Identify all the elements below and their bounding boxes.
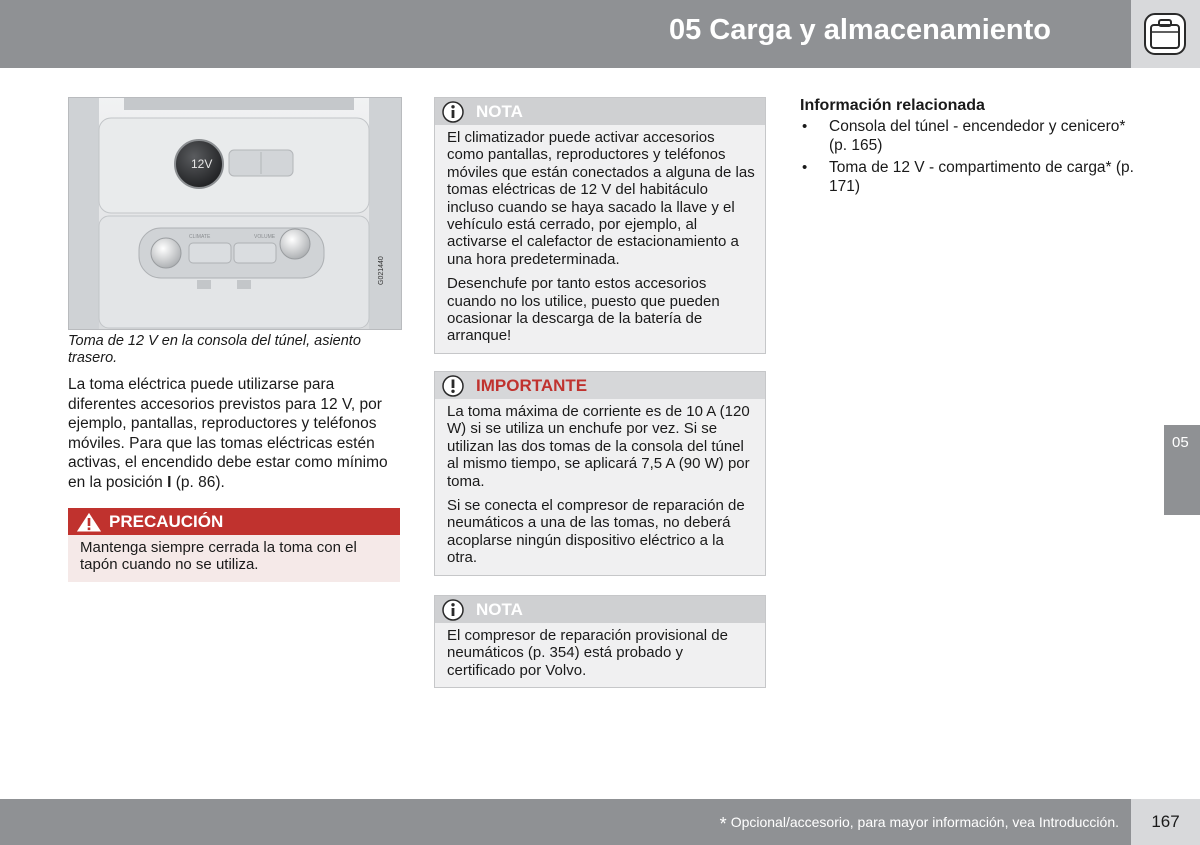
important-box <box>434 371 766 576</box>
caution-body <box>68 535 400 582</box>
note-paragraph: El climatizador puede activar accesorios como pantallas, reproductores y teléfonos móviles que están conectados a alguna de las tomas eléctricas de 12 V del habitáculo incluso cuando se haya sacado la llave y el vehículo está cerrado, por ejemplo, al activarse el calefactor de estacionamiento a una hora predeterminada. <box>447 129 755 268</box>
figure-code: G021440 <box>378 256 385 285</box>
note-paragraph: El compresor de reparación provisional de neumáticos (p. 354) está probado y certificado por Volvo. <box>447 627 728 679</box>
chapter-side-tab-label: 05 <box>1172 434 1189 451</box>
caution-title: PRECAUCIÓN <box>109 512 224 531</box>
chapter-side-tab[interactable] <box>1164 425 1200 515</box>
intro-paragraph <box>68 375 400 493</box>
caution-text: Mantenga siempre cerrada la toma con el tapón cuando no se utiliza. <box>80 539 357 574</box>
important-header <box>435 372 765 399</box>
volume-label: VOLUME <box>254 234 276 240</box>
note-body <box>435 125 765 353</box>
related-link[interactable]: • Toma de 12 V - compartimento de carga* (p. 171) <box>800 159 1135 196</box>
figure-caption: Toma de 12 V en la consola del túnel, asiento trasero. <box>68 333 361 366</box>
intro-text: La toma eléctrica puede utilizarse para diferentes accesorios previstos para 12 V, por ejemplo, pantallas, reproductores y teléfonos móviles. Para que las tomas eléctricas estén activas, el encendido debe estar como mínimo en la posición <box>68 376 388 491</box>
footer-note <box>720 814 1119 835</box>
climate-label: CLIMATE <box>189 234 211 240</box>
page-footer <box>0 799 1131 845</box>
important-paragraph: La toma máxima de corriente es de 10 A (120 W) si se utiliza un enchufe por vez. Si se utilizan las dos tomas de la consola del túnel al mismo tiempo, se aplicará 7,5 A (90 W) por toma. <box>447 403 750 490</box>
ignition-position: I <box>167 473 172 491</box>
important-paragraph: Si se conecta el compresor de reparación de neumáticos a una de las tomas, no deberá acoplarse ningún dispositivo eléctrico a la otra. <box>447 497 745 567</box>
related-link[interactable]: • Consola del túnel - encendedor y cenicero* (p. 165) <box>800 118 1135 155</box>
page-number: 167 <box>1131 799 1200 845</box>
chapter-icon-tab <box>1131 0 1200 68</box>
exclamation-icon <box>442 375 464 397</box>
suitcase-icon <box>1144 13 1186 55</box>
note-box-compressor <box>434 595 766 688</box>
caution-box <box>68 508 400 582</box>
related-list <box>800 118 1135 196</box>
related-information <box>800 97 1135 200</box>
warning-triangle-icon <box>75 511 103 533</box>
note-box-climate <box>434 97 766 354</box>
caution-header <box>68 508 400 535</box>
console-photo <box>68 97 402 330</box>
info-icon <box>442 599 464 621</box>
note-paragraph: Desenchufe por tanto estos accesorios cuando no los utilice, puesto que pueden ocasionar la descarga de la batería de arranque! <box>447 275 720 345</box>
chapter-title: 05 Carga y almacenamiento <box>668 14 1051 46</box>
intro-page-ref: (p. 86). <box>171 473 225 491</box>
important-body <box>435 399 765 575</box>
footnote-star: * <box>719 814 727 834</box>
important-title: IMPORTANTE <box>476 376 588 395</box>
chapter-header <box>0 0 1131 68</box>
footer-note-text: Opcional/accesorio, para mayor información, vea Introducción. <box>730 814 1119 830</box>
note-header <box>435 596 765 623</box>
related-title: Información relacionada <box>800 97 985 114</box>
note-title: NOTA <box>476 102 523 121</box>
note-body <box>435 623 765 687</box>
tunnel-console-illustration <box>69 98 401 329</box>
note-title: NOTA <box>476 600 523 619</box>
socket-label: 12V <box>191 157 213 171</box>
note-header <box>435 98 765 125</box>
info-icon <box>442 101 464 123</box>
